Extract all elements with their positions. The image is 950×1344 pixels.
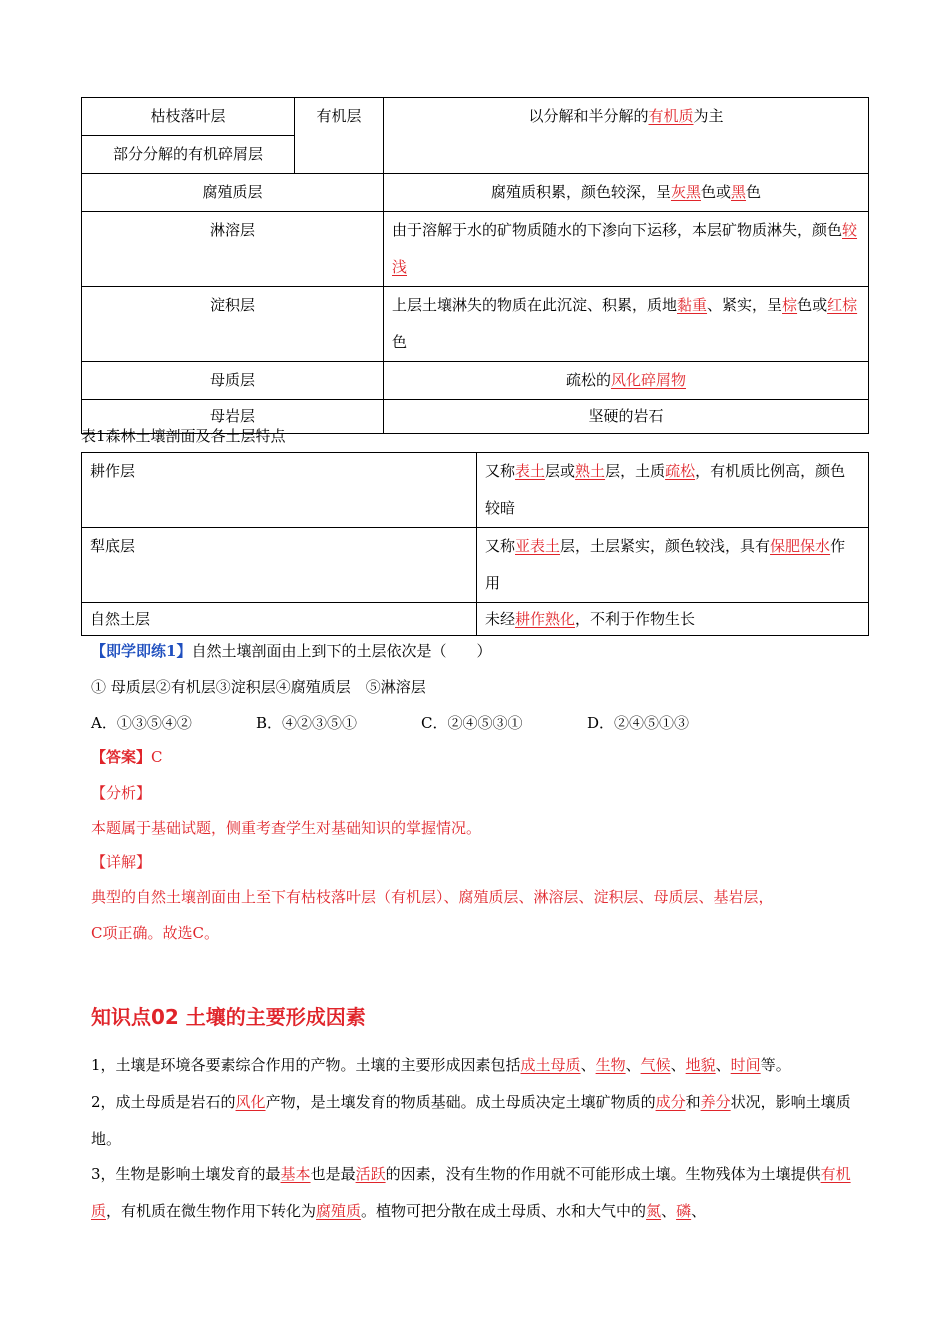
detail-tag: 【详解】	[91, 853, 152, 871]
layer-cell: 淀积层	[82, 287, 384, 362]
desc-cell: 由于溶解于水的矿物质随水的下渗向下运移，本层矿物质淋失，颜色较浅	[384, 212, 869, 287]
layer-cell: 自然土层	[82, 603, 477, 636]
option-c: C．②④⑤③①	[421, 714, 523, 732]
layer-cell: 腐殖质层	[82, 174, 384, 212]
detail-text-2: C项正确。故选C。	[91, 924, 219, 942]
desc-cell: 疏松的风化碎屑物	[384, 362, 869, 400]
analysis-tag: 【分析】	[91, 784, 152, 802]
forest-soil-table	[81, 97, 869, 434]
paragraph-3: 3，生物是影响土壤发育的最基本也是最活跃的因素，没有生物的作用就不可能形成土壤。生物残体为土壤提供有机质，有机质在微生物作用下转化为腐殖质。植物可把分散在成土母质、水和大气中的氮、磷、	[91, 1165, 851, 1220]
detail-text-1: 典型的自然土壤剖面由上至下有枯枝落叶层（有机层）、腐殖质层、淋溶层、淀积层、母质层、基岩层，	[91, 888, 774, 906]
exercise-items: ① 母质层②有机层③淀积层④腐殖质层 ⑤淋溶层	[91, 678, 426, 696]
desc-cell: 又称亚表土层，土层紧实，颜色较浅，具有保肥保水作用	[477, 528, 869, 603]
desc-cell: 未经耕作熟化，不利于作物生长	[477, 603, 869, 636]
layer-cell: 部分分解的有机碎屑层	[82, 136, 295, 174]
farmland-soil-table	[81, 452, 869, 636]
answer: 【答案】C	[91, 748, 163, 766]
table-caption: 表1森林土壤剖面及各土层特点	[81, 427, 286, 445]
desc-cell: 坚硬的岩石	[384, 400, 869, 434]
option-d: D．②④⑤①③	[587, 714, 690, 732]
layer-cell: 枯枝落叶层	[82, 98, 295, 136]
layer-cell: 犁底层	[82, 528, 477, 603]
desc-cell: 腐殖质积累，颜色较深，呈灰黑色或黑色	[384, 174, 869, 212]
exercise-question: 【即学即练1】自然土壤剖面由上到下的土层依次是（ ）	[91, 642, 492, 660]
desc-cell: 上层土壤淋失的物质在此沉淀、积累，质地黏重、紧实，呈棕色或红棕色	[384, 287, 869, 362]
layer-cell: 耕作层	[82, 453, 477, 528]
layer-cell: 母岩层	[82, 400, 384, 434]
section-title: 知识点02 土壤的主要形成因素	[91, 1005, 366, 1029]
paragraph-2: 2，成土母质是岩石的风化产物，是土壤发育的物质基础。成土母质决定土壤矿物质的成分和养分状况，影响土壤质地。	[91, 1093, 851, 1148]
analysis-text: 本题属于基础试题，侧重考查学生对基础知识的掌握情况。	[91, 819, 482, 837]
paragraph-1: 1，土壤是环境各要素综合作用的产物。土壤的主要形成因素包括成土母质、生物、气候、地貌、时间等。	[91, 1056, 791, 1074]
desc-cell: 以分解和半分解的有机质为主	[384, 98, 869, 174]
group-cell: 有机层	[295, 98, 384, 174]
layer-cell: 淋溶层	[82, 212, 384, 287]
layer-cell: 母质层	[82, 362, 384, 400]
option-a: A．①③⑤④②	[91, 714, 192, 732]
option-b: B．④②③⑤①	[256, 714, 358, 732]
desc-cell: 又称表土层或熟土层，土质疏松，有机质比例高，颜色较暗	[477, 453, 869, 528]
